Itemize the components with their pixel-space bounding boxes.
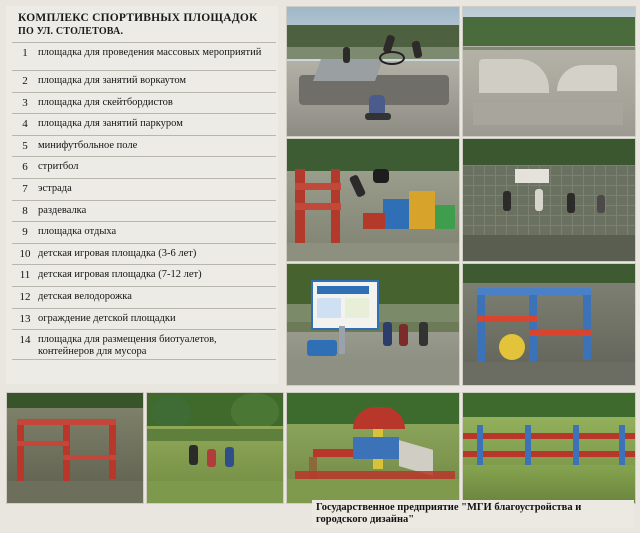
legend-number: 13 <box>19 312 31 325</box>
photo-kids-playground <box>286 392 460 504</box>
legend-label: площадка для скейтбордистов <box>38 96 173 108</box>
list-item <box>12 286 276 308</box>
legend-number: 7 <box>22 182 28 195</box>
legend-number: 14 <box>19 334 31 347</box>
list-item <box>12 264 276 286</box>
caption-line1: Государственное предприятие "МГИ благоустройства и <box>316 502 582 513</box>
photo-streetball-court <box>462 138 636 262</box>
legend-label: детская игровая площадка (3-6 лет) <box>38 247 197 259</box>
legend-number: 1 <box>22 47 28 59</box>
photo-green-lawn-people <box>146 392 284 504</box>
legend-list <box>12 42 276 360</box>
legend-number: 5 <box>22 139 28 152</box>
organization-caption <box>312 500 634 528</box>
photo-horizontal-bars <box>6 392 144 504</box>
legend-number: 2 <box>22 75 28 87</box>
legend-number: 12 <box>19 290 31 303</box>
legend-label: эстрада <box>38 182 72 194</box>
photo-fence-lawn <box>462 392 636 504</box>
legend-label: раздевалка <box>38 204 87 216</box>
list-item <box>12 200 276 222</box>
legend-number: 6 <box>22 161 28 174</box>
legend-label: стритбол <box>38 161 79 173</box>
legend-label: площадка для размещения биотуалетов, контейнеров для мусора <box>38 334 217 357</box>
legend-panel <box>6 6 278 384</box>
list-item <box>12 92 276 114</box>
list-item <box>12 308 276 330</box>
caption-line2: городского дизайна" <box>316 514 415 525</box>
list-item <box>12 329 276 360</box>
legend-label: площадка отдыха <box>38 226 117 238</box>
legend-label: площадка для проведения массовых мероприятий <box>38 47 262 58</box>
list-item <box>12 135 276 157</box>
legend-number: 9 <box>22 226 28 239</box>
photo-workout-bars <box>462 263 636 386</box>
legend-number: 11 <box>19 269 31 282</box>
legend-number: 10 <box>19 247 31 260</box>
list-item <box>12 243 276 265</box>
legend-label: площадка для занятий воркаутом <box>38 75 187 86</box>
photo-parkour-colored <box>286 138 460 262</box>
list-item <box>12 156 276 178</box>
page-title-line1: КОМПЛЕКС СПОРТИВНЫХ ПЛОЩАДОК <box>18 12 258 24</box>
legend-number: 3 <box>22 96 28 109</box>
list-item <box>12 113 276 135</box>
legend-label: детская велодорожка <box>38 290 132 302</box>
list-item <box>12 221 276 243</box>
photo-skatepark-ramps <box>462 6 636 137</box>
legend-number: 4 <box>22 118 28 131</box>
legend-number: 8 <box>22 204 28 217</box>
legend-label: минифутбольное поле <box>38 139 138 151</box>
legend-label: площадка для занятий паркуром <box>38 118 183 130</box>
photo-skatepark-bmx <box>286 6 460 137</box>
page-title-line2: ПО УЛ. СТОЛЕТОВА. <box>18 26 124 37</box>
list-item <box>12 178 276 200</box>
photo-info-stand <box>286 263 460 386</box>
list-item <box>12 42 276 70</box>
legend-label: детская игровая площадка (7-12 лет) <box>38 269 202 281</box>
page-title <box>18 12 276 38</box>
legend-label: ограждение детской площадки <box>38 312 176 324</box>
list-item <box>12 70 276 92</box>
